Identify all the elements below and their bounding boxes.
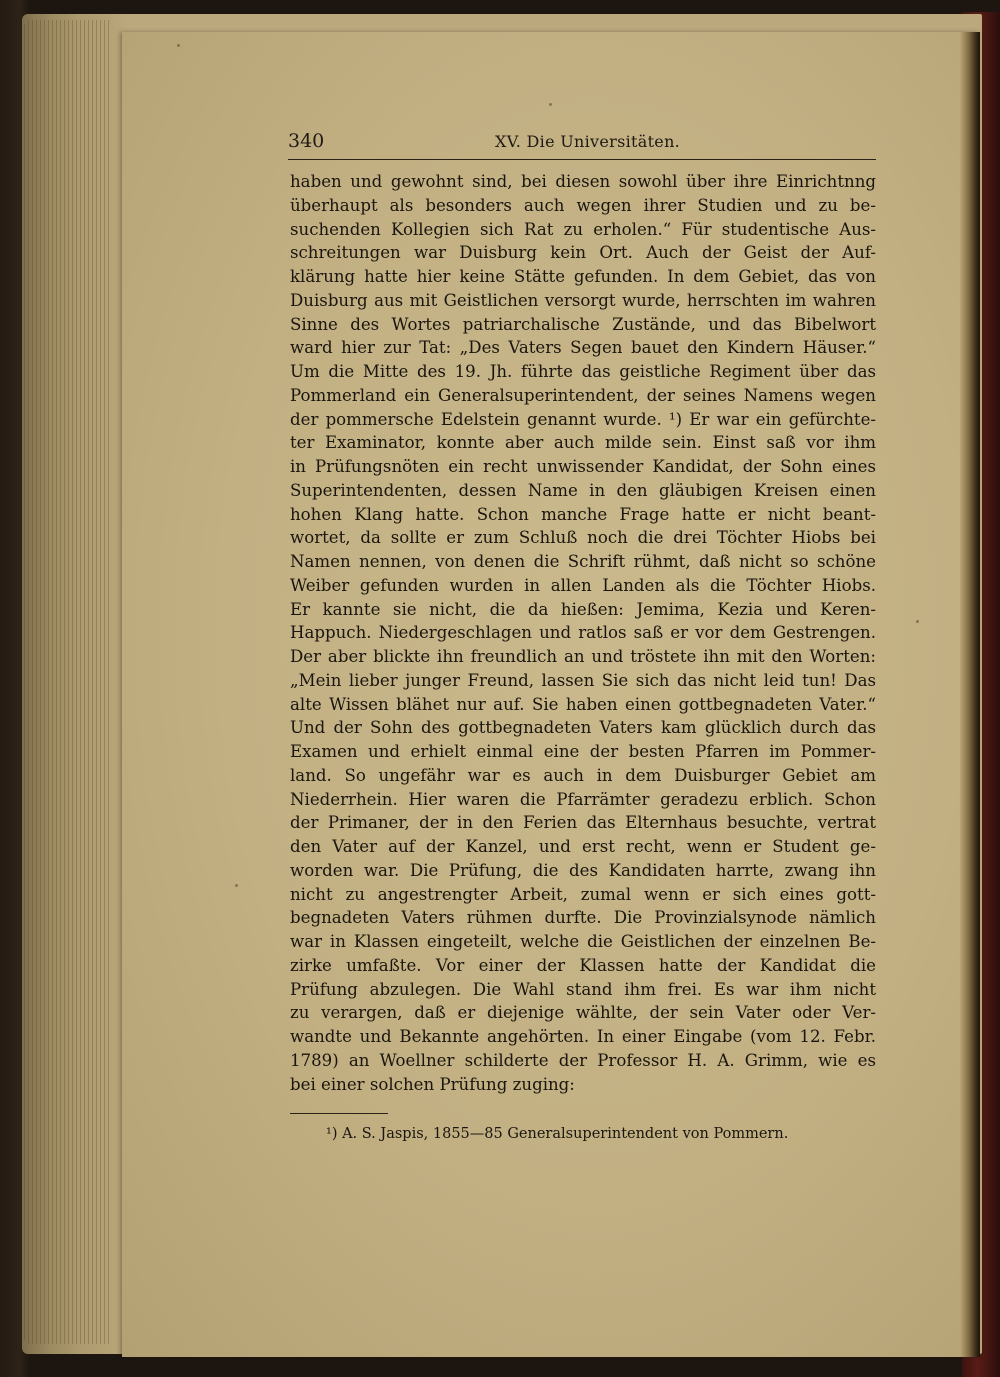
text-line: Er kannte sie nicht, die da hießen: Jemima, Kezia und Keren- <box>290 599 876 619</box>
text-line: Examen und erhielt einmal eine der besten Pfarren im Pommer- <box>290 742 876 761</box>
text-line: zirke umfaßte. Vor einer der Klassen hatte der Kandidat die <box>290 955 876 975</box>
paper-speck <box>916 620 919 623</box>
text-line: haben und gewohnt sind, bei diesen sowohl über ihre Einrichtnng <box>290 172 876 191</box>
text-line: den Vater auf der Kanzel, und erst recht, wenn er Student ge- <box>290 837 876 856</box>
text-line: Niederrhein. Hier waren die Pfarrämter geradezu erblich. Schon <box>290 789 876 809</box>
text-line: der pommersche Edelstein genannt wurde. ¹) Er war ein gefürchte- <box>290 409 876 429</box>
text-line: 1789) an Woellner schilderte der Professor H. A. Grimm, wie es <box>290 1050 876 1070</box>
text-line: war in Klassen eingeteilt, welche die Geistlichen der einzelnen Be- <box>290 932 876 951</box>
text-line: Happuch. Niedergeschlagen und ratlos saß er vor dem Gestrengen. <box>290 623 876 643</box>
paper-speck <box>235 884 238 887</box>
footnote-rule <box>290 1113 388 1114</box>
paper-speck <box>177 44 180 47</box>
text-line: bei einer solchen Prüfung zuging: <box>290 1074 575 1094</box>
text-line: land. So ungefähr war es auch in dem Duisburger Gebiet am <box>290 765 876 785</box>
text-line: klärung hatte hier keine Stätte gefunden. In dem Gebiet, das von <box>290 267 876 286</box>
text-line: alte Wissen blähet nur auf. Sie haben einen gottbegnadeten Vater.“ <box>290 694 876 714</box>
text-line: wortet, da sollte er zum Schluß noch die drei Töchter Hiobs bei <box>290 528 876 548</box>
text-line: „Mein lieber junger Freund, lassen Sie sich das nicht leid tun! Das <box>290 670 876 690</box>
text-line: worden war. Die Prüfung, die des Kandidaten harrte, zwang ihn <box>290 860 876 880</box>
text-line: Und der Sohn des gottbegnadeten Vaters kam glücklich durch das <box>290 718 876 738</box>
text-line: überhaupt als besonders auch wegen ihrer Studien und zu be- <box>290 195 876 215</box>
text-line: Sinne des Wortes patriarchalische Zustände, und das Bibelwort <box>290 314 876 334</box>
text-line: ter Examinator, konnte aber auch milde sein. Einst saß vor ihm <box>290 433 876 453</box>
text-line: begnadeten Vaters rühmen durfte. Die Provinzialsynode nämlich <box>290 908 876 928</box>
page-gutter-shadow <box>960 32 980 1357</box>
page-number: 340 <box>288 130 325 152</box>
text-line: Namen nennen, von denen die Schrift rühmt, daß nicht so schöne <box>290 552 876 571</box>
text-line: suchenden Kollegien sich Rat zu erholen.“ Für studentische Aus- <box>290 219 876 239</box>
header-rule <box>288 159 876 160</box>
running-head: XV. Die Universitäten. <box>495 132 681 151</box>
paper-speck <box>549 103 552 106</box>
text-line: Um die Mitte des 19. Jh. führte das geistliche Regiment über das <box>290 362 876 381</box>
body-text <box>290 170 876 1096</box>
text-line: Superintendenten, dessen Name in den gläubigen Kreisen einen <box>290 480 876 500</box>
text-line: nicht zu angestrengter Arbeit, zumal wenn er sich eines gott- <box>290 884 876 904</box>
text-line: zu verargen, daß er diejenige wählte, der sein Vater oder Ver- <box>290 1003 876 1023</box>
text-line: Duisburg aus mit Geistlichen versorgt wurde, herrschten im wahren <box>290 290 876 310</box>
text-line: Pommerland ein Generalsuperintendent, der seines Namens wegen <box>290 385 876 405</box>
text-line: Weiber gefunden wurden in allen Landen als die Töchter Hiobs. <box>290 575 876 595</box>
text-line: ward hier zur Tat: „Des Vaters Segen bauet den Kindern Häuser.“ <box>290 338 876 358</box>
text-line: wandte und Bekannte angehörten. In einer Eingabe (vom 12. Febr. <box>290 1027 876 1046</box>
text-line: Prüfung abzulegen. Die Wahl stand ihm frei. Es war ihm nicht <box>290 979 876 999</box>
text-line: der Primaner, der in den Ferien das Elternhaus besuchte, vertrat <box>290 813 876 833</box>
text-line: schreitungen war Duisburg kein Ort. Auch der Geist der Auf- <box>290 243 876 263</box>
text-line: Der aber blickte ihn freundlich an und tröstete ihn mit den Worten: <box>290 647 876 666</box>
text-line: in Prüfungsnöten ein recht unwissender Kandidat, der Sohn eines <box>290 457 876 476</box>
page-header <box>288 128 876 158</box>
footnote: ¹) A. S. Jaspis, 1855—85 Generalsuperintendent von Pommern. <box>326 1126 789 1142</box>
text-line: hohen Klang hatte. Schon manche Frage hatte er nicht beant- <box>290 504 876 524</box>
